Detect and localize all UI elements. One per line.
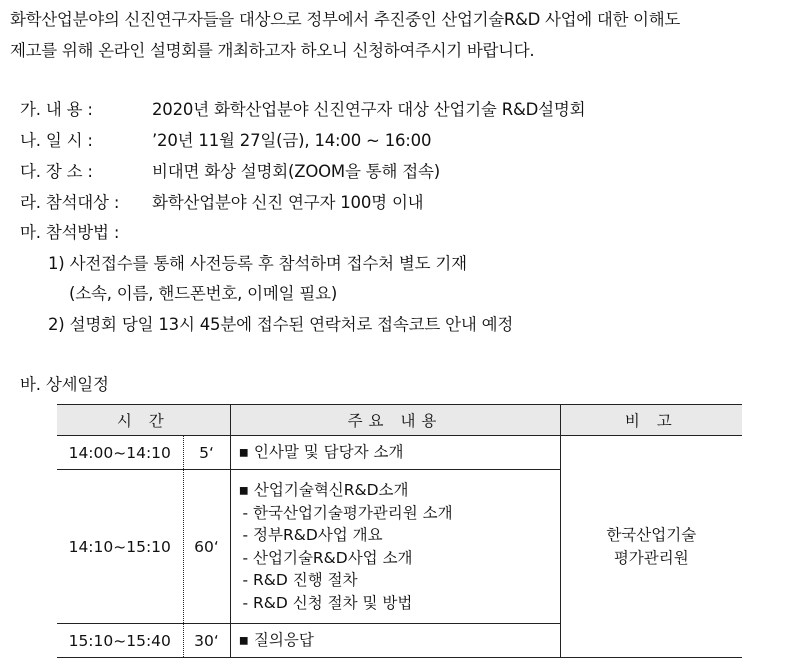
intro-paragraph <box>10 4 795 66</box>
item-target-value: 화학산업분야 신진 연구자 100명 이내 <box>152 193 424 212</box>
header-content: 주요 내용 <box>230 405 560 436</box>
method-1-detail: (소속, 이름, 핸드폰번호, 이메일 필요) <box>69 284 338 303</box>
content-line: - 한국산업기술평가관리원 소개 <box>242 503 453 522</box>
item-target-label: 라. 참석대상 : <box>20 193 120 212</box>
content-line: - 산업기술R&D사업 소개 <box>242 548 413 567</box>
item-datetime <box>20 127 431 151</box>
item-venue-value: 비대면 화상 설명회(ZOOM을 통해 접속) <box>152 162 440 181</box>
content-line: - R&D 신청 절차 및 방법 <box>242 593 413 612</box>
row-content <box>230 436 560 470</box>
item-datetime-label: 나. 일 시 : <box>20 131 93 150</box>
item-venue-label: 다. 장 소 : <box>20 162 93 181</box>
header-time: 시 간 <box>57 405 230 436</box>
header-note: 비 고 <box>560 405 742 436</box>
schedule-heading: 바. 상세일정 <box>20 375 109 394</box>
intro-line-1: 화학산업분야의 신진연구자들을 대상으로 정부에서 추진중인 산업기술R&D 사업에 대한 이해도 <box>10 10 680 29</box>
row-content <box>230 470 560 624</box>
method-2: 2) 설명회 당일 13시 45분에 접수된 연락처로 접속코트 안내 예정 <box>48 315 514 334</box>
table-row <box>57 436 742 470</box>
item-venue <box>20 158 440 182</box>
row-duration: 30‘ <box>183 624 230 658</box>
content-line: ▪ 산업기술혁신R&D소개 <box>238 481 409 499</box>
row-duration: 5‘ <box>183 436 230 470</box>
item-content-value: 2020년 화학산업분야 신진연구자 대상 산업기술 R&D설명회 <box>152 100 586 119</box>
note-line-1: 한국산업기술 <box>606 525 697 544</box>
content-line: - R&D 진행 절차 <box>242 571 358 589</box>
note-line-2: 평가관리원 <box>613 548 689 567</box>
intro-line-2: 제고를 위해 온라인 설명회를 개최하고자 하오니 신청하여주시기 바랍니다. <box>10 41 535 60</box>
note-cell <box>560 436 742 658</box>
item-content <box>20 96 585 120</box>
content-line: ▪ 질의응답 <box>238 631 314 650</box>
row-content <box>230 624 560 658</box>
item-datetime-value: ’20년 11월 27일(금), 14:00 ~ 16:00 <box>152 131 432 150</box>
schedule-table <box>57 404 742 658</box>
row-time: 14:10~15:10 <box>57 470 183 624</box>
row-time: 15:10~15:40 <box>57 624 183 658</box>
item-method-label: 마. 참석방법 : <box>20 223 120 242</box>
row-duration: 60‘ <box>183 470 230 624</box>
item-method <box>20 219 152 243</box>
method-1: 1) 사전접수를 통해 사전등록 후 참석하며 접수처 별도 기재 <box>48 254 467 273</box>
schedule-header-row <box>57 405 742 436</box>
item-content-label: 가. 내 용 : <box>20 100 93 119</box>
row-time: 14:00~14:10 <box>57 436 183 470</box>
content-line: ▪ 인사말 및 담당자 소개 <box>238 443 404 462</box>
item-target <box>20 189 423 213</box>
content-line: - 정부R&D사업 개요 <box>242 526 383 544</box>
